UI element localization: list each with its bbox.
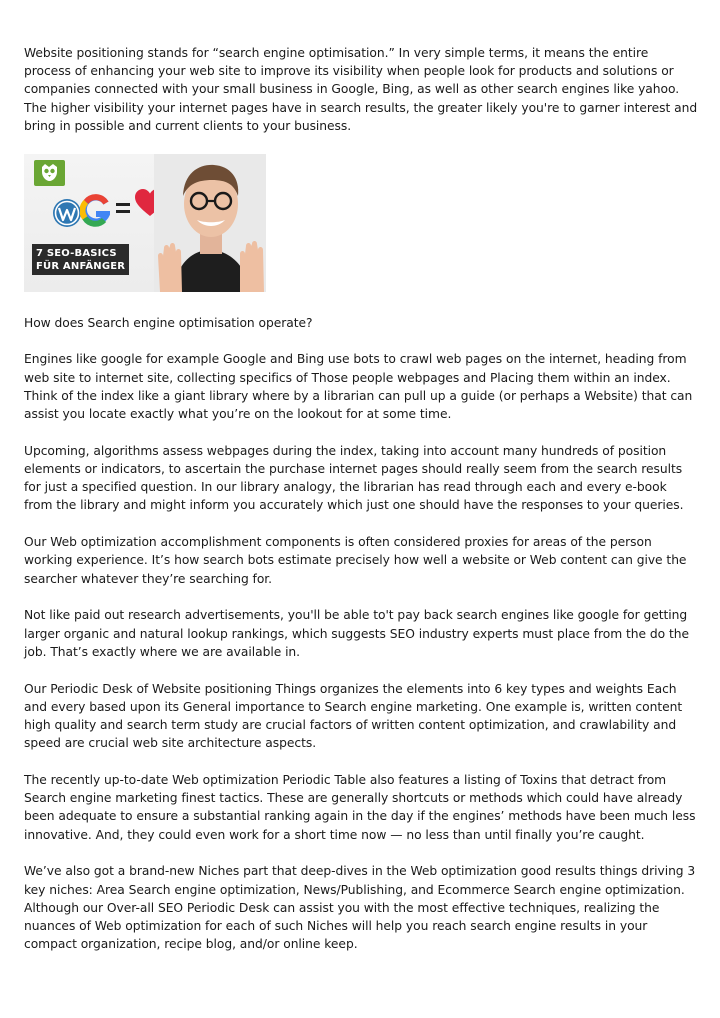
article-image (24, 154, 266, 292)
badge-line-2: FÜR ANFÄNGER (36, 260, 126, 272)
body-paragraph-1: Engines like google for example Google and Bing use bots to crawl web pages on the internet, heading from web site to internet site, collecting specifics of Those people webpages and Placing them within an index. Think of the index like a giant library where by a librarian can pull up a guide (or perhaps a Website) that can assist you locate exactly what you’re on the lookout for at some time. (24, 352, 693, 422)
intro-paragraph: Website positioning stands for “search engine optimisation.” In very simple terms, it means the entire process of enhancing your web site to improve its visibility when people look for products and solutions or companies connected with your small business in Google, Bing, as well as other search engines like yahoo. The higher visibility your internet pages have in search results, the greater likely you're to garner interest and bring in possible and current clients to your business. (24, 46, 698, 133)
badge-line-1: 7 SEO-BASICS (36, 247, 117, 259)
wordpress-icon (52, 198, 82, 228)
body-paragraph-5: Our Periodic Desk of Website positioning Things organizes the elements into 6 key types and weights Each and every based upon its General importance to Search engine marketing. One example is, written content high quality and search term study are crucial factors of written content optimization, and crawlability and speed are crucial web site architecture aspects. (24, 681, 683, 751)
body-paragraph-2: Upcoming, algorithms assess webpages during the index, taking into account many hundreds of position elements or indicators, to ascertain the purchase internet pages should really seem from the search results for just a specified question. In our library analogy, the librarian has read through each and every e-book from the library and might inform you accurately which just one should have the responses to your queries. (24, 443, 684, 513)
owl-logo-icon (40, 164, 59, 182)
body-paragraph-4: Not like paid out research advertisements, you'll be able to't pay back search engines like google for getting larger organic and natural lookup rankings, which suggests SEO industry experts must place from the do the job. That’s exactly where we are available in. (24, 608, 689, 659)
equals-icon (114, 200, 132, 216)
google-g-icon (80, 194, 110, 228)
article (24, 44, 698, 972)
body-paragraph-3: Our Web optimization accomplishment components is often considered proxies for areas of the person working experience. It’s how search bots estimate precisely how well a website or Web content can give the searcher whatever they’re searching for. (24, 535, 687, 586)
body-paragraph-7: We’ve also got a brand-new Niches part that deep-dives in the Web optimization good results things driving 3 key niches: Area Search engine optimization, News/Publishing, and Ecommerce Search engine optimization. Although our Over-all SEO Periodic Desk can assist you with the most effective techniques, realizing the nuances of Web optimization for each of such Niches will help you reach search engine results in your compact organization, recipe blog, and/or online keep. (24, 864, 696, 952)
image-badge (32, 244, 129, 275)
person-photo (154, 154, 266, 292)
section-question: How does Search engine optimisation operate? (24, 315, 313, 330)
body-paragraph-6: The recently up-to-date Web optimization Periodic Table also features a listing of Toxins that detract from Search engine marketing finest tactics. These are generally shortcuts or methods which could have already been adequate to ensure a substantial ranking again in the day if the engines’ methods have been much less innovative. And, they could even work for a short time now — no less than until finally you’re caught. (24, 773, 696, 842)
